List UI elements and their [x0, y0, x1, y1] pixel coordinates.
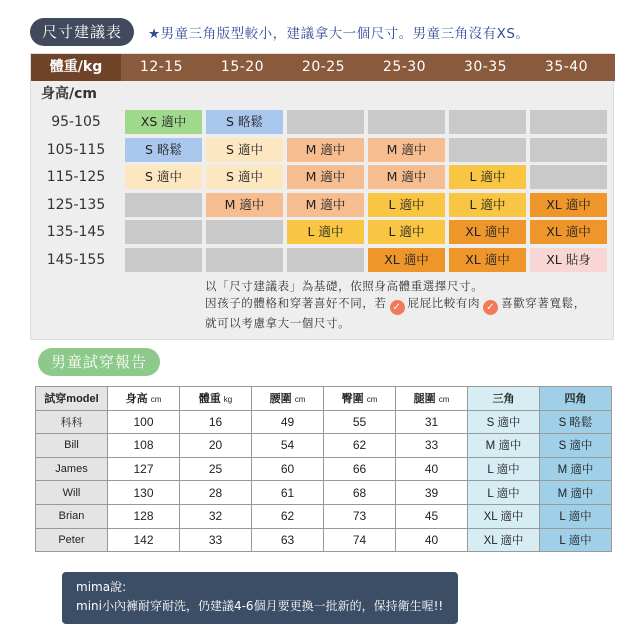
table-cell: 73 [324, 504, 396, 528]
table-cell: S 適中 [540, 434, 612, 458]
info-line: 就可以考慮拿大一個尺寸。 [205, 316, 351, 330]
table-cell: L 適中 [540, 504, 612, 528]
table-cell: 127 [108, 457, 180, 481]
column-header-label: 四角 [564, 393, 587, 406]
size-cell: XL 適中 [530, 220, 607, 244]
table-cell: 49 [252, 410, 324, 434]
column-header [252, 387, 324, 411]
trial-report-title: 男童試穿報告 [38, 348, 160, 376]
table-cell: 45 [396, 504, 468, 528]
size-cell: M 適中 [368, 138, 445, 162]
table-cell: 62 [324, 434, 396, 458]
table-cell: M 適中 [540, 457, 612, 481]
model-name-cell: 科科 [36, 410, 108, 434]
empty-cell [125, 248, 202, 272]
column-header-label: 腰圍 [269, 393, 292, 406]
column-header-label: 腿圍 [413, 393, 436, 406]
size-cell: M 適中 [206, 193, 283, 217]
column-header-unit: cm [294, 395, 306, 405]
empty-cell [530, 138, 607, 162]
size-cell: S 適中 [206, 165, 283, 189]
table-cell: 62 [252, 504, 324, 528]
table-cell: 63 [252, 528, 324, 552]
table-cell: L 適中 [540, 528, 612, 552]
size-cell: S 適中 [206, 138, 283, 162]
weight-range: 12-15 [139, 59, 184, 75]
column-header-unit: cm [438, 395, 450, 405]
size-cell: L 適中 [368, 220, 445, 244]
empty-cell [206, 248, 283, 272]
table-cell: 128 [108, 504, 180, 528]
size-cell: S 略鬆 [125, 138, 202, 162]
empty-cell [206, 220, 283, 244]
table-cell: 66 [324, 457, 396, 481]
info-text: 屁屁比較有肉 [407, 296, 481, 310]
table-row [36, 504, 612, 528]
table-cell: XL 適中 [468, 504, 540, 528]
check-icon: ✓ [483, 300, 498, 315]
table-cell: 40 [396, 528, 468, 552]
model-name-cell: Will [36, 481, 108, 505]
table-cell: 33 [396, 434, 468, 458]
table-cell: 108 [108, 434, 180, 458]
table-cell: 54 [252, 434, 324, 458]
size-cell: XL 貼身 [530, 248, 607, 272]
table-cell: 16 [180, 410, 252, 434]
table-cell: 61 [252, 481, 324, 505]
empty-cell [368, 110, 445, 134]
info-line: 以「尺寸建議表」為基礎，依照身高體重選擇尺寸。 [205, 279, 484, 293]
empty-cell [449, 110, 526, 134]
column-header [540, 387, 612, 411]
empty-cell [530, 165, 607, 189]
column-header-label: 臀圍 [341, 393, 364, 406]
table-cell: 32 [180, 504, 252, 528]
size-chart-title: 尺寸建議表 [30, 18, 134, 46]
height-range: 135-145 [46, 224, 106, 240]
table-cell: XL 適中 [468, 528, 540, 552]
size-chart-note: ★男童三角版型較小，建議拿大一個尺寸。男童三角沒有XS。 [148, 26, 530, 42]
table-cell: L 適中 [468, 457, 540, 481]
model-name-cell: Peter [36, 528, 108, 552]
table-cell: 130 [108, 481, 180, 505]
table-cell: 100 [108, 410, 180, 434]
column-header-unit: cm [366, 395, 378, 405]
size-cell: S 適中 [125, 165, 202, 189]
size-cell: L 適中 [287, 220, 364, 244]
table-cell: 142 [108, 528, 180, 552]
table-cell: 74 [324, 528, 396, 552]
column-header-label: 試穿model [44, 393, 99, 406]
weight-range: 20-25 [301, 59, 346, 75]
mima-note [62, 572, 458, 624]
column-header-label: 三角 [492, 393, 515, 406]
table-row [36, 434, 612, 458]
info-text: 喜歡穿著寬鬆， [501, 296, 586, 310]
table-row [36, 481, 612, 505]
model-name-cell: Bill [36, 434, 108, 458]
size-cell: M 適中 [287, 193, 364, 217]
weight-range: 30-35 [463, 59, 508, 75]
height-range: 105-115 [46, 141, 106, 158]
empty-cell [125, 220, 202, 244]
table-cell: 33 [180, 528, 252, 552]
mima-note-text: mini小內褲耐穿耐洗，仍建議4-6個月要更換一批新的，保持衛生喔!! [76, 599, 444, 613]
column-header [324, 387, 396, 411]
trial-report-table [35, 386, 612, 552]
size-cell: XL 適中 [368, 248, 445, 272]
table-cell: 60 [252, 457, 324, 481]
size-cell: L 適中 [368, 193, 445, 217]
column-header-label: 身高 [125, 393, 148, 406]
table-cell: S 略鬆 [540, 410, 612, 434]
table-cell: 20 [180, 434, 252, 458]
column-header-unit: kg [223, 395, 233, 405]
table-cell: M 適中 [540, 481, 612, 505]
empty-cell [449, 138, 526, 162]
empty-cell [530, 110, 607, 134]
empty-cell [125, 193, 202, 217]
weight-range: 25-30 [382, 59, 427, 75]
size-cell: M 適中 [287, 165, 364, 189]
column-header [468, 387, 540, 411]
table-cell: 25 [180, 457, 252, 481]
table-row [36, 457, 612, 481]
model-name-cell: James [36, 457, 108, 481]
size-cell: L 適中 [449, 193, 526, 217]
height-label: 身高/cm [41, 86, 97, 102]
table-row [36, 410, 612, 434]
mima-note-title: mima說: [76, 580, 127, 594]
size-cell: L 適中 [449, 165, 526, 189]
check-icon: ✓ [390, 300, 405, 315]
height-range: 115-125 [46, 169, 106, 185]
table-cell: 40 [396, 457, 468, 481]
empty-cell [287, 248, 364, 272]
column-header [396, 387, 468, 411]
table-cell: 28 [180, 481, 252, 505]
size-cell: S 略鬆 [206, 110, 283, 134]
info-text: 因孩子的體格和穿著喜好不同，若 [205, 296, 387, 310]
table-header-row [36, 387, 612, 411]
height-range: 125-135 [46, 196, 106, 213]
height-range: 95-105 [51, 114, 101, 130]
table-cell: 68 [324, 481, 396, 505]
size-cell: XL 適中 [530, 193, 607, 217]
table-row [36, 528, 612, 552]
column-header [36, 387, 108, 411]
table-cell: L 適中 [468, 481, 540, 505]
weight-label: 體重/kg [31, 54, 121, 81]
size-chart-info [205, 278, 586, 332]
empty-cell [287, 110, 364, 134]
size-cell: M 適中 [287, 138, 364, 162]
height-range: 145-155 [46, 251, 106, 268]
info-line [205, 295, 586, 315]
weight-range: 15-20 [220, 59, 265, 75]
weight-range: 35-40 [544, 59, 589, 75]
column-header [180, 387, 252, 411]
table-cell: 31 [396, 410, 468, 434]
table-cell: M 適中 [468, 434, 540, 458]
size-cell: XL 適中 [449, 248, 526, 272]
model-name-cell: Brian [36, 504, 108, 528]
size-cell: XS 適中 [125, 110, 202, 134]
weight-header-row [31, 54, 615, 81]
column-header-label: 體重 [198, 393, 221, 406]
table-cell: S 適中 [468, 410, 540, 434]
size-cell: M 適中 [368, 165, 445, 189]
size-cell: XL 適中 [449, 220, 526, 244]
table-cell: 39 [396, 481, 468, 505]
column-header-unit: cm [150, 395, 162, 405]
column-header [108, 387, 180, 411]
table-cell: 55 [324, 410, 396, 434]
